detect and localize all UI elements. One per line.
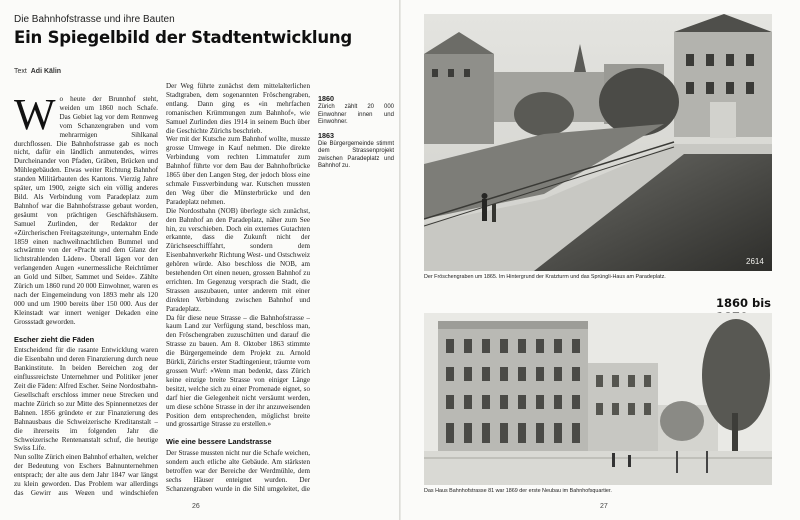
intro-paragraph: o heute der Brunnhof steht, weiden um 1860 noch Schafe. Das Gebiet lag vor dem Rennweg vom Schanzengraben und vom mehrarmigen Sihlkanal durchflossen. Die Bahnhofstrasse gab es noch nicht, dafür ein ländlich anmutendes, wirres Durcheinander von Pfaden, Gräben, Brücken und Mühlegebäuden. Etwas weiter Richtung Bahnhof standen Militärbauten des Kantons. Vierzig Jahre später, um 1900, zeigte sich ein völlig anderes Bild. Als Verbindung vom Paradeplatz zum Bahnhof war die Bahnhofstrasse gebaut worden, gesäumt von prächtigen Geschäftshäusern. Samuel Zurlinden, der Redaktor der «Zürcherischen Freitagszeitung», unternahm Ende 1859 einen nachweihnachtlichen Bummel und schwärmte von der «Pracht und dem Glanz der lichtstrahlenden Läden». Überall lägen vor den verlangenden Augen «unermessliche Reichtümer an Gold und Silber, Sammet und Seide». Zählte Zürich um 1860 rund 20 000 Einwohner, waren es nach der Eingemeindung von 1893 mehr als 120 000 und um 1900 bereits über 150 000. Aus der Kleinstadt war innert weniger Dekaden eine Grossstadt geworden. [14, 95, 158, 326]
paragraph: Nun sollte Zürich einen Bahnhof erhalten, welcher der Bedeutung von Eschers Bahnunternehmen entsprach; der alte aus dem Jahr 1847 war längst zu klein geworden. Das Problem war allerdings das Gewirr aus Wegen und windschiefen [14, 453, 158, 495]
page-number-right: 27 [600, 503, 608, 510]
bahnhofstrasse-illustration [424, 313, 772, 485]
subhead-escher: Escher zieht die Fäden [14, 334, 95, 344]
paragraph: Der Weg führte zunächst dem mittelalterlichen Stadtgraben, dem sogenannten Fröschengraben, entlang. Dann ging es «in mehrfachen romanischen Krümmungen zum Bahnhof», wie Samuel Zurlinden dies 1914 in seinem Buch über die Geschichte Zürichs beschrieb. [166, 82, 310, 135]
page-number-left: 26 [192, 503, 200, 510]
timeline-year: 1863 [318, 130, 334, 140]
timeline-text: Die Bürgergemeinde stimmt dem Strassenprojekt zwischen Paradeplatz und Bahnhof zu. [318, 140, 394, 170]
page-headline: Ein Spiegelbild der Stadtentwicklung [14, 28, 353, 47]
left-page [0, 0, 399, 520]
paragraph: Die Nordostbahn (NOB) überlegte sich zunächst, den Bahnhof an den Paradeplatz, näher zum See hin, zu verschieben. Doch ein externes Gutachten erkannte, dass die Zukunft nicht der Zürichseeschifffahrt, sondern dem Eisenbahnverkehr Richtung West- und Ostschweiz gehören würde. Also beschloss die NOB, am bestehenden Ort einen neuen, grossen Bahnhof zu errichten. Im Gegenzug versprach die Stadt, die Strassen auszubauen, unter anderem mit einer direkten Verbindung zwischen Bahnhof und Paradeplatz. [166, 206, 310, 313]
sidebar-timeline [318, 95, 394, 175]
subhead-landstrasse: Wie eine bessere Landstrasse [166, 437, 272, 447]
photo-caption-2: Das Haus Bahnhofstrasse 81 war 1869 der erste Neubau im Bahnhofsquartier. [424, 488, 612, 494]
timeline-year: 1860 [318, 95, 334, 103]
photo-bahnhofstrasse-81 [424, 313, 772, 485]
timeline-text: Zürich zählt 20 000 Einwohner innen und Einwohner. [318, 103, 394, 126]
paragraph: Entscheidend für die rasante Entwicklung waren die Eisenbahn und deren Finanzierung durch neue Bankinstitute. In beiden Bereichen zog der einflussreichste Unternehmer und Politiker jener Zeit die Fäden: Alfred Escher. Seine Nordostbahn-Gesellschaft erschloss immer neue Strecken und machte Zürich so zur Mitte des Spinnennetzes der Bahnen. 1856 gründete er zur Finanzierung des Bahnausbaus die Schweizerische Kreditanstalt – die ihrerseits im folgenden Jahr die Schweizerische Rentenanstalt schuf, die heutige Swiss Life. [14, 346, 158, 453]
era-heading: 1860 bis [716, 296, 772, 310]
right-page [401, 0, 800, 520]
byline-author: Adi Kälin [30, 68, 62, 75]
photo-froeschengraben [424, 14, 772, 271]
paragraph: Wer mit der Kutsche zum Bahnhof wollte, musste grosse Umwege in Kauf nehmen. Die direkte Verbindung vom rechten Limmatufer zum Bahnhof führte vor dem Bau der Bahnhofbrücke 1865 über den Langen Steg, der jedoch bloss eine schmale Fussverbindung war. Kutschen mussten den Weg über die Münsterbrücke und den Paradeplatz nehmen. [166, 135, 310, 206]
paragraph: Der Strasse mussten nicht nur die Schafe weichen, sondern auch etliche alte Gebäude. Am stärksten betroffen war der Bereiche der Werdmühle, dem sechs Häuser enteignet wurden. Der Schanzengraben wurde in die Sihl umgeleitet, die [166, 449, 310, 493]
text-column-2 [166, 82, 310, 495]
section-kicker: Die Bahnhofstrasse und ihre Bauten [14, 14, 175, 25]
byline [14, 68, 61, 75]
paragraph: Da für diese neue Strasse – die Bahnhofstrasse – kaum Land zur Verfügung stand, beschloss man, den Fröschengraben zuzuschütten und darauf die Strasse zu bauen. Am 8. Oktober 1863 stimmte die Bürgergemeinde dem Projekt zu. Arnold Bürkli, Zürichs erster Stadtingenieur, träumte vom grossen Wurf: «Wenn man bedenkt, dass Zürich keine einzige breite Strasse von einiger Länge besitzt, welche sich zu einer Promenade eignet, so darf hier die Gelegenheit nicht versäumt werden, um diese schöne Strasse in der ihr anzuweisenden Position dem entsprechenden, möglichst breite und grossartige Strasse zu erstellen.» [166, 313, 310, 429]
photo-archive-stamp: 2614 [746, 257, 764, 266]
froeschengraben-illustration [424, 14, 772, 271]
byline-label: Text [14, 68, 27, 75]
drop-cap: W [14, 95, 56, 139]
photo-caption-1: Der Fröschengraben um 1865. Im Hintergrund der Kratzturm und das Sprüngli-Haus am Paradeplatz. [424, 274, 666, 280]
text-column-1 [14, 95, 158, 495]
